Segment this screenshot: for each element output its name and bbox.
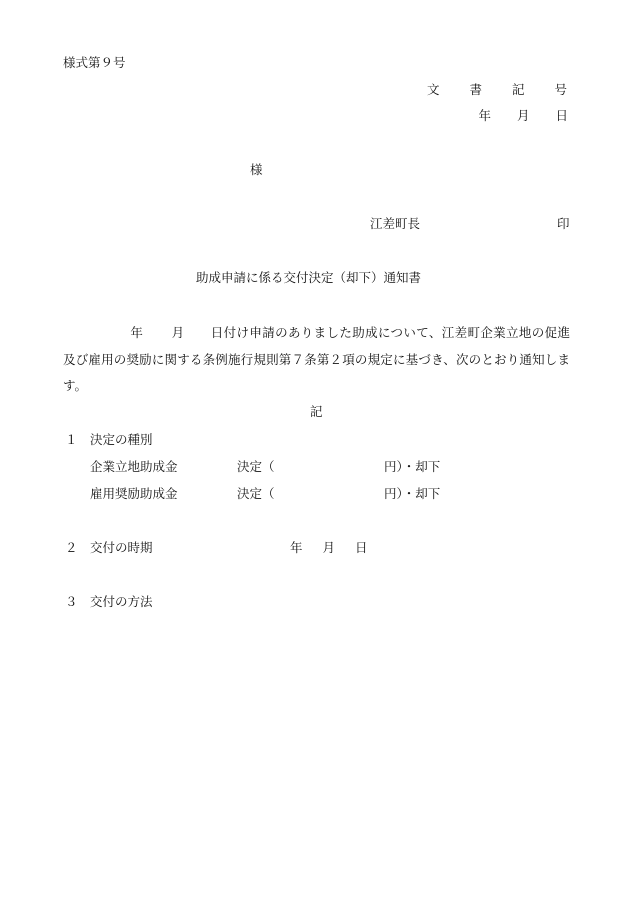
doc-number-char-2: 書 xyxy=(469,82,482,97)
section-1-heading xyxy=(65,430,153,448)
grant-type-name: 企業立地助成金 xyxy=(90,459,178,474)
doc-number-char-1: 文 xyxy=(426,82,440,97)
payment-date-day: 日 xyxy=(355,540,368,555)
body-year: 年 xyxy=(130,325,144,340)
doc-number-char-4: 号 xyxy=(554,82,567,97)
issue-date xyxy=(478,106,568,124)
section-1-title: 決定の種別 xyxy=(90,432,153,447)
body-text: 日付け申請のありました助成について、江差町企業立地の促進及び雇用の奨励に関する条例施行規則第７条第２項の規定に基づき、次のとおり通知します。 xyxy=(63,325,570,393)
grant-decision-label: 決定（ xyxy=(237,459,275,474)
form-number: 様式第９号 xyxy=(63,55,126,70)
grant-amount-close: 円）・却下 xyxy=(384,486,441,501)
grant-type-name: 雇用奨励助成金 xyxy=(90,486,178,501)
issue-date-month: 月 xyxy=(516,108,530,123)
section-2-title: 交付の時期 xyxy=(90,540,153,555)
document-title: 助成申請に係る交付決定（却下）通知書 xyxy=(196,270,422,285)
payment-date xyxy=(290,538,368,556)
document-number-label xyxy=(427,80,567,98)
section-3-title: 交付の方法 xyxy=(90,594,153,609)
issue-date-day: 日 xyxy=(555,108,568,123)
section-1-number: １ xyxy=(65,432,78,447)
payment-date-month: 月 xyxy=(322,540,336,555)
payment-date-year: 年 xyxy=(290,540,303,555)
addressee-suffix: 様 xyxy=(250,162,263,177)
doc-number-char-3: 記 xyxy=(511,82,525,97)
section-2-number: ２ xyxy=(65,540,78,555)
issuer-name: 江差町長 xyxy=(370,216,421,231)
section-3-heading xyxy=(65,592,153,610)
ki-heading: 記 xyxy=(310,404,323,419)
body-paragraph xyxy=(63,320,570,400)
section-2-heading xyxy=(65,538,153,556)
body-month: 月 xyxy=(171,325,185,340)
grant-decision-label: 決定（ xyxy=(237,486,275,501)
grant-amount-close: 円）・却下 xyxy=(384,459,441,474)
section-3-number: ３ xyxy=(65,594,78,609)
issue-date-year: 年 xyxy=(478,108,491,123)
seal-mark: 印 xyxy=(557,216,570,231)
